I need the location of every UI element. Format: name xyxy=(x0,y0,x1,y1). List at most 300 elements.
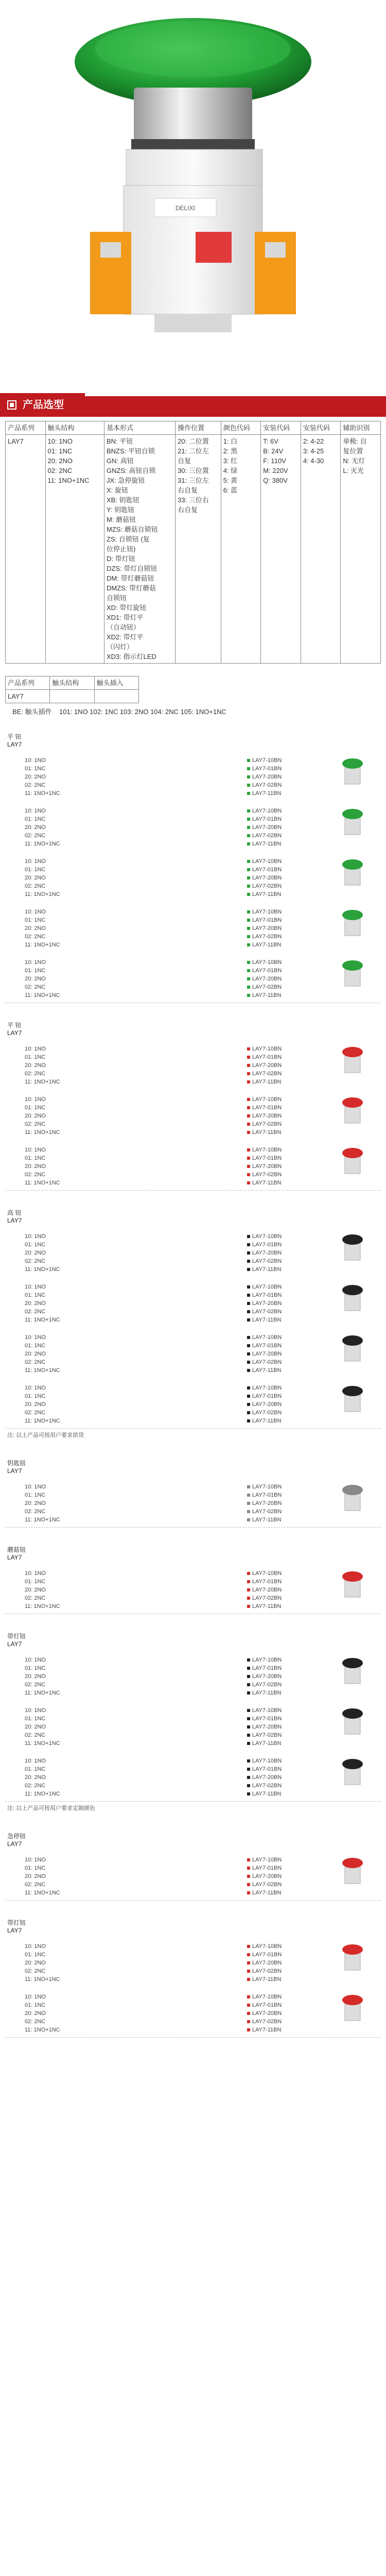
contact-line: 01: 1NC xyxy=(25,917,46,923)
list-item: （闪灯） xyxy=(107,643,134,651)
model-code: LAY7-02BN xyxy=(247,1257,282,1265)
variant-row xyxy=(5,801,381,851)
sub-table xyxy=(5,676,139,703)
contact-line: 20: 2NO xyxy=(25,1401,46,1408)
contact-line: 11: 1NO+1NC xyxy=(25,790,60,796)
model-code: LAY7-01BN xyxy=(247,1664,282,1672)
model-code: LAY7-10BN xyxy=(247,1483,282,1491)
contact-lines xyxy=(25,1232,60,1274)
variant-row xyxy=(5,1226,381,1277)
contact-line: 20: 2NO xyxy=(25,1351,46,1357)
color-dot-icon xyxy=(247,1784,250,1787)
model-code: LAY7-02BN xyxy=(247,1782,282,1790)
button-thumbnail-icon xyxy=(335,1094,371,1125)
list-item: DM: 带灯蘑菇钮 xyxy=(107,574,154,582)
contact-lines xyxy=(25,1333,60,1375)
model-code: LAY7-02BN xyxy=(247,882,282,890)
color-dot-icon xyxy=(247,1494,250,1497)
model-code: LAY7-10BN xyxy=(247,1569,282,1578)
model-code: LAY7-02BN xyxy=(247,1967,282,1975)
model-code: LAY7-02BN xyxy=(247,832,282,840)
list-item: Q: 380V xyxy=(263,477,288,484)
color-dot-icon xyxy=(247,1759,250,1762)
block-series: LAY7 xyxy=(7,1840,22,1848)
col-header: 操作位置 xyxy=(176,421,221,435)
col-header: 产品系列 xyxy=(6,676,50,690)
list-item: Y: 钥匙钮 xyxy=(107,506,135,514)
model-code: LAY7-01BN xyxy=(247,1392,282,1400)
model-code: LAY7-20BN xyxy=(247,1723,282,1731)
variant-row xyxy=(5,1277,381,1327)
block-series: LAY7 xyxy=(7,1927,22,1934)
contact-line: 02: 2NC xyxy=(25,1410,46,1416)
color-dot-icon xyxy=(247,1165,250,1168)
color-dot-icon xyxy=(247,1502,250,1505)
catalog-block xyxy=(5,1916,381,2038)
contact-lines xyxy=(25,1656,60,1697)
color-dot-icon xyxy=(247,1776,250,1779)
color-dot-icon xyxy=(247,767,250,770)
model-code: LAY7-01BN xyxy=(247,1491,282,1499)
list-item: 10: 1NO xyxy=(47,437,73,445)
list-item: L: 灭光 xyxy=(343,467,364,474)
block-head xyxy=(5,1456,381,1477)
catalog-block xyxy=(5,730,381,1003)
color-dot-icon xyxy=(247,2028,250,2031)
button-thumbnail-icon xyxy=(335,1705,371,1736)
contact-lines xyxy=(25,1942,60,1984)
model-list xyxy=(247,1146,282,1187)
color-dot-icon xyxy=(247,1047,250,1050)
contact-line: 20: 2NO xyxy=(25,976,46,982)
block-head xyxy=(5,1543,381,1563)
contact-line: 02: 2NC xyxy=(25,1258,46,1264)
color-dot-icon xyxy=(247,1768,250,1771)
model-list xyxy=(247,807,282,848)
contact-line: 20: 2NO xyxy=(25,1673,46,1680)
variant-row xyxy=(5,1936,381,1987)
list-item: D: 带灯钮 xyxy=(107,555,135,563)
contact-line: 01: 1NC xyxy=(25,1393,46,1399)
contact-line: 01: 1NC xyxy=(25,1665,46,1671)
list-item: 01: 1NC xyxy=(47,447,73,455)
color-dot-icon xyxy=(247,893,250,896)
color-dot-icon xyxy=(247,1510,250,1513)
list-item: 2: 黑 xyxy=(223,447,238,455)
button-thumbnail-icon xyxy=(335,1231,371,1262)
model-code: LAY7-11BN xyxy=(247,890,282,899)
model-code: LAY7-20BN xyxy=(247,1586,282,1594)
color-dot-icon xyxy=(247,1667,250,1670)
button-thumbnail-icon xyxy=(335,1855,371,1886)
contact-line: 02: 2NC xyxy=(25,1121,46,1127)
contact-line: 20: 2NO xyxy=(25,1250,46,1256)
color-dot-icon xyxy=(247,1318,250,1321)
contact-line: 11: 1NO+1NC xyxy=(25,1180,60,1186)
color-dot-icon xyxy=(247,876,250,879)
color-dot-icon xyxy=(247,1891,250,1894)
contact-line: 10: 1NO xyxy=(25,808,46,814)
color-dot-icon xyxy=(247,1157,250,1160)
model-code: LAY7-20BN xyxy=(247,2009,282,2018)
model-code: LAY7-20BN xyxy=(247,1672,282,1681)
list-item: N: 无灯 xyxy=(343,457,365,465)
color-dot-icon xyxy=(247,1072,250,1075)
contact-line: 10: 1NO xyxy=(25,1334,46,1341)
model-list xyxy=(247,1045,282,1086)
model-code: LAY7-20BN xyxy=(247,1112,282,1120)
sub-table-wrap xyxy=(0,664,386,721)
contact-line: 20: 2NO xyxy=(25,1113,46,1119)
col-header: 颜色代码 xyxy=(221,421,261,435)
contact-line: 10: 1NO xyxy=(25,1147,46,1153)
color-dot-icon xyxy=(247,1106,250,1109)
contact-line: 11: 1NO+1NC xyxy=(25,1791,60,1797)
catalog-block xyxy=(5,1543,381,1614)
color-dot-icon xyxy=(247,1173,250,1176)
color-dot-icon xyxy=(247,775,250,778)
list-item: 3: 4-25 xyxy=(303,447,324,455)
color-dot-icon xyxy=(247,1080,250,1083)
color-dot-icon xyxy=(247,1243,250,1246)
contact-line: 01: 1NC xyxy=(25,1952,46,1958)
contact-line: 02: 2NC xyxy=(25,1595,46,1601)
variant-row xyxy=(5,1563,381,1614)
variant-row xyxy=(5,1140,381,1190)
model-code: LAY7-10BN xyxy=(247,756,282,765)
color-dot-icon xyxy=(247,1181,250,1184)
model-code: LAY7-10BN xyxy=(247,1283,282,1291)
block-head xyxy=(5,1206,381,1226)
color-dot-icon xyxy=(247,759,250,762)
col-header: 触头插入 xyxy=(94,676,138,690)
contact-line: 11: 1NO+1NC xyxy=(25,1740,60,1747)
color-dot-icon xyxy=(247,1064,250,1067)
color-dot-icon xyxy=(247,986,250,989)
model-code: LAY7-20BN xyxy=(247,1249,282,1257)
color-dot-icon xyxy=(247,1734,250,1737)
list-item: 20: 二位置 xyxy=(178,437,209,445)
color-dot-icon xyxy=(247,1114,250,1117)
catalog-blocks xyxy=(0,721,386,2576)
button-thumbnail-icon xyxy=(335,1568,371,1599)
product-selection-header: 产品选型 xyxy=(0,384,386,418)
list-item: M: 蘑菇钮 xyxy=(107,516,136,523)
contact-line: 01: 1NC xyxy=(25,2002,46,2008)
color-dot-icon xyxy=(247,1123,250,1126)
list-item: B: 24V xyxy=(263,447,284,455)
list-item: 2: 4-22 xyxy=(303,437,324,445)
list-item: MZS: 蘑菇自锁钮 xyxy=(107,526,158,533)
contact-line: 01: 1NC xyxy=(25,968,46,974)
button-thumbnail-icon xyxy=(335,806,371,837)
contact-line: 10: 1NO xyxy=(25,1657,46,1663)
list-item: X: 旋钮 xyxy=(107,486,128,494)
list-item: 复位置 xyxy=(343,447,363,455)
model-code: LAY7-20BN xyxy=(247,1299,282,1308)
contact-line: 11: 1NO+1NC xyxy=(25,1129,60,1136)
model-list xyxy=(247,958,282,999)
model-code: LAY7-01BN xyxy=(247,765,282,773)
contact-line: 02: 2NC xyxy=(25,1732,46,1738)
model-code: LAY7-10BN xyxy=(247,1232,282,1241)
contact-line: 10: 1NO xyxy=(25,1857,46,1863)
button-thumbnail-icon xyxy=(335,1482,371,1513)
button-thumbnail-icon xyxy=(335,856,371,887)
model-code: LAY7-11BN xyxy=(247,840,282,848)
contact-line: 11: 1NO+1NC xyxy=(25,1517,60,1523)
model-code: LAY7-10BN xyxy=(247,857,282,866)
model-code: LAY7-02BN xyxy=(247,983,282,991)
list-item: DZS: 带灯自锁钮 xyxy=(107,565,157,572)
list-item: XD: 带灯旋钮 xyxy=(107,604,147,612)
color-dot-icon xyxy=(247,1858,250,1861)
button-thumbnail-icon xyxy=(335,1941,371,1972)
color-dot-icon xyxy=(247,935,250,938)
contact-line: 01: 1NC xyxy=(25,1054,46,1060)
model-code: LAY7-11BN xyxy=(247,1128,282,1137)
contact-line: 02: 2NC xyxy=(25,1172,46,1178)
col-header: 安装代码 xyxy=(261,421,301,435)
model-code: LAY7-11BN xyxy=(247,1179,282,1187)
contact-line: 11: 1NO+1NC xyxy=(25,942,60,948)
color-dot-icon xyxy=(247,1978,250,1981)
color-dot-icon xyxy=(247,961,250,964)
block-series: LAY7 xyxy=(7,1640,22,1648)
contact-line: 10: 1NO xyxy=(25,757,46,764)
color-dot-icon xyxy=(247,1995,250,1998)
model-code: LAY7-10BN xyxy=(247,1384,282,1392)
contact-line: 11: 1NO+1NC xyxy=(25,1976,60,1982)
color-dot-icon xyxy=(247,792,250,795)
contact-lines xyxy=(25,756,60,798)
model-code: LAY7-11BN xyxy=(247,991,282,999)
contact-lines xyxy=(25,1095,60,1137)
contact-line: 10: 1NO xyxy=(25,858,46,865)
contact-line: 11: 1NO+1NC xyxy=(25,992,60,998)
model-code: LAY7-11BN xyxy=(247,2026,282,2034)
model-code: LAY7-01BN xyxy=(247,1578,282,1586)
block-note: 注: 以上产品可按用户要求定制颜色 xyxy=(7,1805,96,1811)
contacts-list xyxy=(48,436,102,485)
block-note: 注: 以上产品可按用户要求供货 xyxy=(7,1432,84,1438)
contact-lines xyxy=(25,1283,60,1324)
list-item: 右自复 xyxy=(178,486,198,494)
list-item: 1: 白 xyxy=(223,437,238,445)
list-item: 自锁钮 xyxy=(107,594,127,602)
block-series: LAY7 xyxy=(7,1217,22,1224)
positions-list xyxy=(178,436,219,515)
block-head xyxy=(5,1019,381,1039)
contact-lines xyxy=(25,908,60,949)
model-list xyxy=(247,1333,282,1375)
model-list xyxy=(247,1569,282,1611)
contact-line: 02: 2NC xyxy=(25,1359,46,1365)
button-thumbnail-icon xyxy=(335,907,371,938)
button-thumbnail-icon xyxy=(335,1145,371,1176)
contact-line: 01: 1NC xyxy=(25,1292,46,1298)
model-list xyxy=(247,857,282,899)
model-code: LAY7-20BN xyxy=(247,1773,282,1782)
list-item: （自动钮） xyxy=(107,623,141,631)
model-code: LAY7-01BN xyxy=(247,1104,282,1112)
color-dot-icon xyxy=(247,1411,250,1414)
color-dot-icon xyxy=(247,1056,250,1059)
model-code: LAY7-10BN xyxy=(247,1095,282,1104)
model-code: LAY7-10BN xyxy=(247,807,282,815)
model-code: LAY7-10BN xyxy=(247,1993,282,2001)
model-code: LAY7-02BN xyxy=(247,1308,282,1316)
color-dot-icon xyxy=(247,1235,250,1238)
model-code: LAY7-02BN xyxy=(247,2018,282,2026)
col-header: 辅助识别 xyxy=(341,421,381,435)
model-code: LAY7-01BN xyxy=(247,2001,282,2009)
contact-line: 10: 1NO xyxy=(25,1484,46,1490)
block-series: LAY7 xyxy=(7,741,22,748)
block-head xyxy=(5,730,381,750)
color-dot-icon xyxy=(247,1597,250,1600)
button-thumbnail-icon xyxy=(335,1655,371,1686)
model-code: LAY7-10BN xyxy=(247,1656,282,1664)
contact-line: 01: 1NC xyxy=(25,1766,46,1772)
contact-line: 10: 1NO xyxy=(25,1096,46,1103)
square-icon xyxy=(7,400,16,410)
contact-line: 10: 1NO xyxy=(25,959,46,965)
contact-lines xyxy=(25,807,60,848)
contact-line: 10: 1NO xyxy=(25,1046,46,1052)
model-code: LAY7-11BN xyxy=(247,1975,282,1984)
model-code: LAY7-20BN xyxy=(247,1350,282,1358)
list-item: 右自复 xyxy=(178,506,198,514)
model-code: LAY7-02BN xyxy=(247,1070,282,1078)
list-item: T: 6V xyxy=(263,437,278,445)
color-dot-icon xyxy=(247,818,250,821)
contact-line: 01: 1NC xyxy=(25,1242,46,1248)
button-thumbnail-icon xyxy=(335,1044,371,1075)
model-code: LAY7-11BN xyxy=(247,1516,282,1524)
variant-row xyxy=(5,1089,381,1140)
color-dot-icon xyxy=(247,1683,250,1686)
color-dot-icon xyxy=(247,1148,250,1151)
list-item: 21: 二位左 xyxy=(178,447,209,455)
button-thumbnail-icon xyxy=(335,957,371,988)
contact-line: 02: 2NC xyxy=(25,1071,46,1077)
color-dot-icon xyxy=(247,1742,250,1745)
color-dot-icon xyxy=(247,1580,250,1583)
contact-line: 20: 2NO xyxy=(25,1960,46,1966)
series-cell: LAY7 xyxy=(6,435,46,664)
button-thumbnail-icon xyxy=(335,1756,371,1787)
variant-row xyxy=(5,1327,381,1378)
list-item: 自复 xyxy=(178,457,191,465)
contact-line: 01: 1NC xyxy=(25,1343,46,1349)
list-item: 33: 三位右 xyxy=(178,496,209,504)
model-code: LAY7-10BN xyxy=(247,1942,282,1951)
model-list xyxy=(247,1757,282,1798)
block-title: 蘑菇钮 xyxy=(7,1546,26,1553)
color-dot-icon xyxy=(247,1260,250,1263)
product-photo xyxy=(0,0,386,384)
list-item: 6: 蓝 xyxy=(223,486,238,494)
model-code: LAY7-01BN xyxy=(247,916,282,924)
color-dot-icon xyxy=(247,1386,250,1389)
model-code: LAY7-01BN xyxy=(247,967,282,975)
block-title: 高 钮 xyxy=(7,1209,22,1216)
button-thumbnail-icon xyxy=(335,1992,371,2023)
col-header: 触头结构 xyxy=(50,676,94,690)
color-dot-icon xyxy=(247,1945,250,1948)
variant-row xyxy=(5,1650,381,1700)
contact-line: 10: 1NO xyxy=(25,1994,46,2000)
contact-line: 02: 2NC xyxy=(25,1882,46,1888)
series-cell: LAY7 xyxy=(6,690,50,703)
voltage-list xyxy=(263,436,299,485)
variant-row xyxy=(5,750,381,801)
contact-line: 10: 1NO xyxy=(25,1943,46,1950)
model-code: LAY7-20BN xyxy=(247,975,282,983)
color-dot-icon xyxy=(247,826,250,829)
model-code: LAY7-02BN xyxy=(247,1358,282,1366)
contact-line: 02: 2NC xyxy=(25,1682,46,1688)
catalog-block xyxy=(5,1206,381,1429)
color-dot-icon xyxy=(247,1268,250,1271)
color-dot-icon xyxy=(247,1336,250,1339)
model-code: LAY7-01BN xyxy=(247,1291,282,1299)
model-list xyxy=(247,756,282,798)
list-item: XD1: 带灯平 xyxy=(107,614,144,621)
contact-line: 10: 1NO xyxy=(25,1233,46,1240)
model-code: LAY7-01BN xyxy=(247,1951,282,1959)
col-header: 基本形式 xyxy=(104,421,176,435)
color-dot-icon xyxy=(247,1361,250,1364)
variant-row xyxy=(5,1751,381,1801)
color-dot-icon xyxy=(247,1572,250,1575)
list-item: JX: 急停旋钮 xyxy=(107,477,145,484)
variant-row xyxy=(5,1039,381,1089)
color-dot-icon xyxy=(247,1675,250,1678)
model-code: LAY7-11BN xyxy=(247,1739,282,1748)
list-item: 02: 2NC xyxy=(47,467,73,474)
color-dot-icon xyxy=(247,910,250,913)
contact-lines xyxy=(25,958,60,999)
aux-list xyxy=(343,436,378,476)
list-item: BN: 平钮 xyxy=(107,437,133,445)
contact-line: 10: 1NO xyxy=(25,1385,46,1391)
model-code: LAY7-20BN xyxy=(247,1499,282,1507)
color-dot-icon xyxy=(247,969,250,972)
color-dot-icon xyxy=(247,1883,250,1886)
contact-lines xyxy=(25,1384,60,1425)
model-code: LAY7-01BN xyxy=(247,1053,282,1061)
model-code: LAY7-11BN xyxy=(247,1417,282,1425)
contact-line: 02: 2NC xyxy=(25,1968,46,1974)
color-dot-icon xyxy=(247,977,250,980)
block-series: LAY7 xyxy=(7,1467,22,1475)
block-title: 平 钮 xyxy=(7,1022,22,1029)
model-code: LAY7-20BN xyxy=(247,1872,282,1880)
contact-line: 10: 1NO xyxy=(25,1284,46,1290)
contact-lines xyxy=(25,1569,60,1611)
model-code: LAY7-11BN xyxy=(247,1889,282,1897)
color-dot-icon xyxy=(247,1369,250,1372)
list-item: 11: 1NO+1NC xyxy=(47,477,90,484)
color-dot-icon xyxy=(247,1588,250,1591)
contact-line: 10: 1NO xyxy=(25,909,46,915)
contact-line: 11: 1NO+1NC xyxy=(25,1418,60,1424)
contact-line: 20: 2NO xyxy=(25,1300,46,1307)
list-item: 4: 4-30 xyxy=(303,457,324,465)
model-code: LAY7-20BN xyxy=(247,1400,282,1409)
